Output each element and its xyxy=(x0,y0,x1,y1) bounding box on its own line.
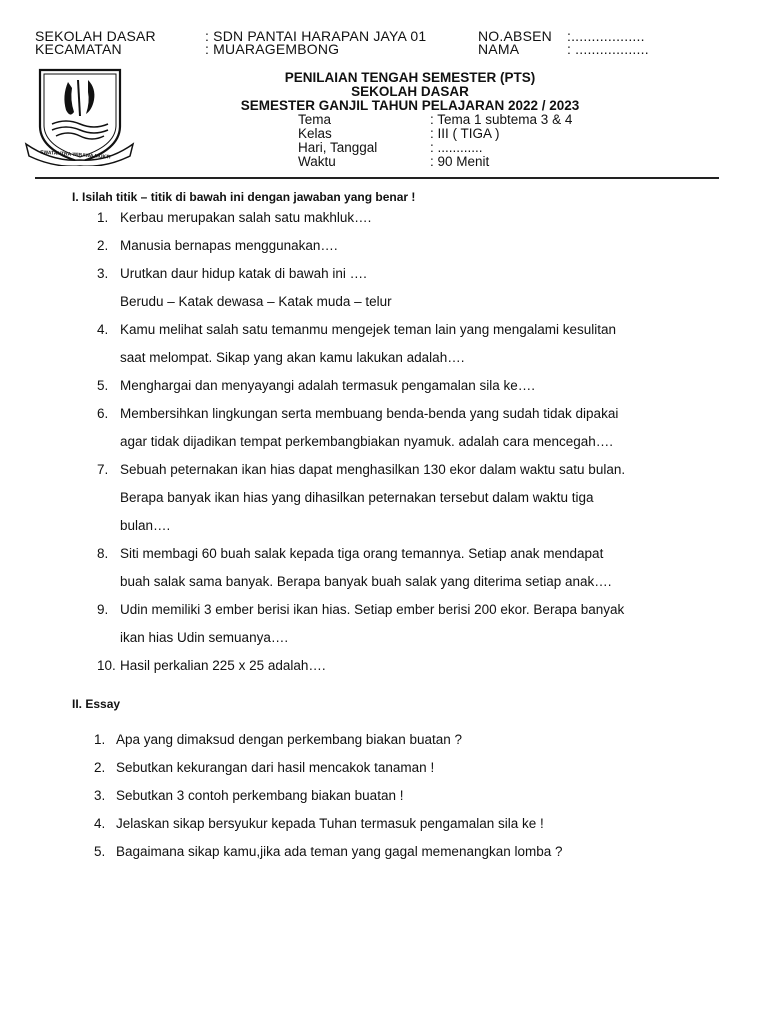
question-number: 1. xyxy=(97,210,109,225)
school-value: : SDN PANTAI HARAPAN JAYA 01 xyxy=(205,28,427,44)
question-number: 9. xyxy=(97,602,109,617)
question-text-cont: bulan…. xyxy=(120,518,171,533)
school-label: SEKOLAH DASAR xyxy=(35,28,156,44)
district-label: KECAMATAN xyxy=(35,41,122,57)
title-line-1: PENILAIAN TENGAH SEMESTER (PTS) xyxy=(284,70,536,85)
essay-number: 4. xyxy=(94,816,106,831)
name-value: : .................. xyxy=(567,41,649,57)
essay-text: Sebutkan 3 contoh perkembang biakan buatan ! xyxy=(116,788,404,803)
header-divider xyxy=(35,177,719,179)
question-text: Sebuah peternakan ikan hias dapat menghasilkan 130 ekor dalam waktu satu bulan. xyxy=(120,462,626,477)
question-text-cont: Berapa banyak ikan hias yang dihasilkan peternakan tersebut dalam waktu tiga xyxy=(120,490,594,505)
essay-number: 5. xyxy=(94,844,106,859)
essay-number: 2. xyxy=(94,760,106,775)
absen-label: NO.ABSEN xyxy=(478,28,552,44)
essay-number: 3. xyxy=(94,788,106,803)
essay-text: Apa yang dimaksud dengan perkembang biakan buatan ? xyxy=(116,732,463,747)
question-text: Kamu melihat salah satu temanmu mengejek teman lain yang mengalami kesulitan xyxy=(120,322,617,337)
title-line-2: SEKOLAH DASAR xyxy=(351,84,469,99)
meta-time-value: : 90 Menit xyxy=(430,154,490,169)
question-text-cont: ikan hias Udin semuanya…. xyxy=(120,630,289,645)
question-number: 10. xyxy=(97,658,116,673)
question-text: Kerbau merupakan salah satu makhluk…. xyxy=(120,210,372,225)
question-number: 6. xyxy=(97,406,109,421)
essay-text: Bagaimana sikap kamu,jika ada teman yang gagal memenangkan lomba ? xyxy=(116,844,563,859)
question-text: Hasil perkalian 225 x 25 adalah…. xyxy=(120,658,326,673)
meta-kelas-value: : III ( TIGA ) xyxy=(430,126,500,141)
logo-motto: SWATANTRA WIBAWA MUKTI xyxy=(39,149,111,161)
question-number: 8. xyxy=(97,546,109,561)
question-text-cont: agar tidak dijadikan tempat perkembangbiakan nyamuk. adalah cara mencegah…. xyxy=(120,434,614,449)
district-value: : MUARAGEMBONG xyxy=(205,41,340,57)
question-text: Membersihkan lingkungan serta membuang benda-benda yang sudah tidak dipakai xyxy=(120,406,619,421)
question-number: 5. xyxy=(97,378,109,393)
question-text: Urutkan daur hidup katak di bawah ini …. xyxy=(120,266,367,281)
meta-tema-label: Tema xyxy=(298,112,332,127)
section-2-heading: II. Essay xyxy=(72,697,121,711)
meta-tema-value: : Tema 1 subtema 3 & 4 xyxy=(430,112,573,127)
question-number: 4. xyxy=(97,322,109,337)
essay-number: 1. xyxy=(94,732,106,747)
question-text: Siti membagi 60 buah salak kepada tiga orang temannya. Setiap anak mendapat xyxy=(120,546,604,561)
question-text: Menghargai dan menyayangi adalah termasuk pengamalan sila ke…. xyxy=(120,378,535,393)
question-number: 7. xyxy=(97,462,109,477)
name-label: NAMA xyxy=(478,41,520,57)
question-text: Udin memiliki 3 ember berisi ikan hias. Setiap ember berisi 200 ekor. Berapa banyak xyxy=(120,602,625,617)
question-text-cont: buah salak sama banyak. Berapa banyak buah salak yang diterima setiap anak…. xyxy=(120,574,612,589)
essay-text: Sebutkan kekurangan dari hasil mencakok tanaman ! xyxy=(116,760,435,775)
question-number: 2. xyxy=(97,238,109,253)
title-line-3: SEMESTER GANJIL TAHUN PELAJARAN 2022 / 2023 xyxy=(240,98,580,113)
section-1-heading: I. Isilah titik – titik di bawah ini dengan jawaban yang benar ! xyxy=(72,190,416,204)
absen-value: :.................. xyxy=(567,28,645,44)
question-text-cont: Berudu – Katak dewasa – Katak muda – telur xyxy=(120,294,392,309)
meta-date-label: Hari, Tanggal xyxy=(298,140,378,155)
question-number: 3. xyxy=(97,266,109,281)
question-text-cont: saat melompat. Sikap yang akan kamu lakukan adalah…. xyxy=(120,350,465,365)
question-text: Manusia bernapas menggunakan…. xyxy=(120,238,338,253)
essay-text: Jelaskan sikap bersyukur kepada Tuhan termasuk pengamalan sila ke ! xyxy=(116,816,544,831)
meta-time-label: Waktu xyxy=(298,154,336,169)
meta-date-value: : ............ xyxy=(430,140,483,155)
meta-kelas-label: Kelas xyxy=(298,126,332,141)
